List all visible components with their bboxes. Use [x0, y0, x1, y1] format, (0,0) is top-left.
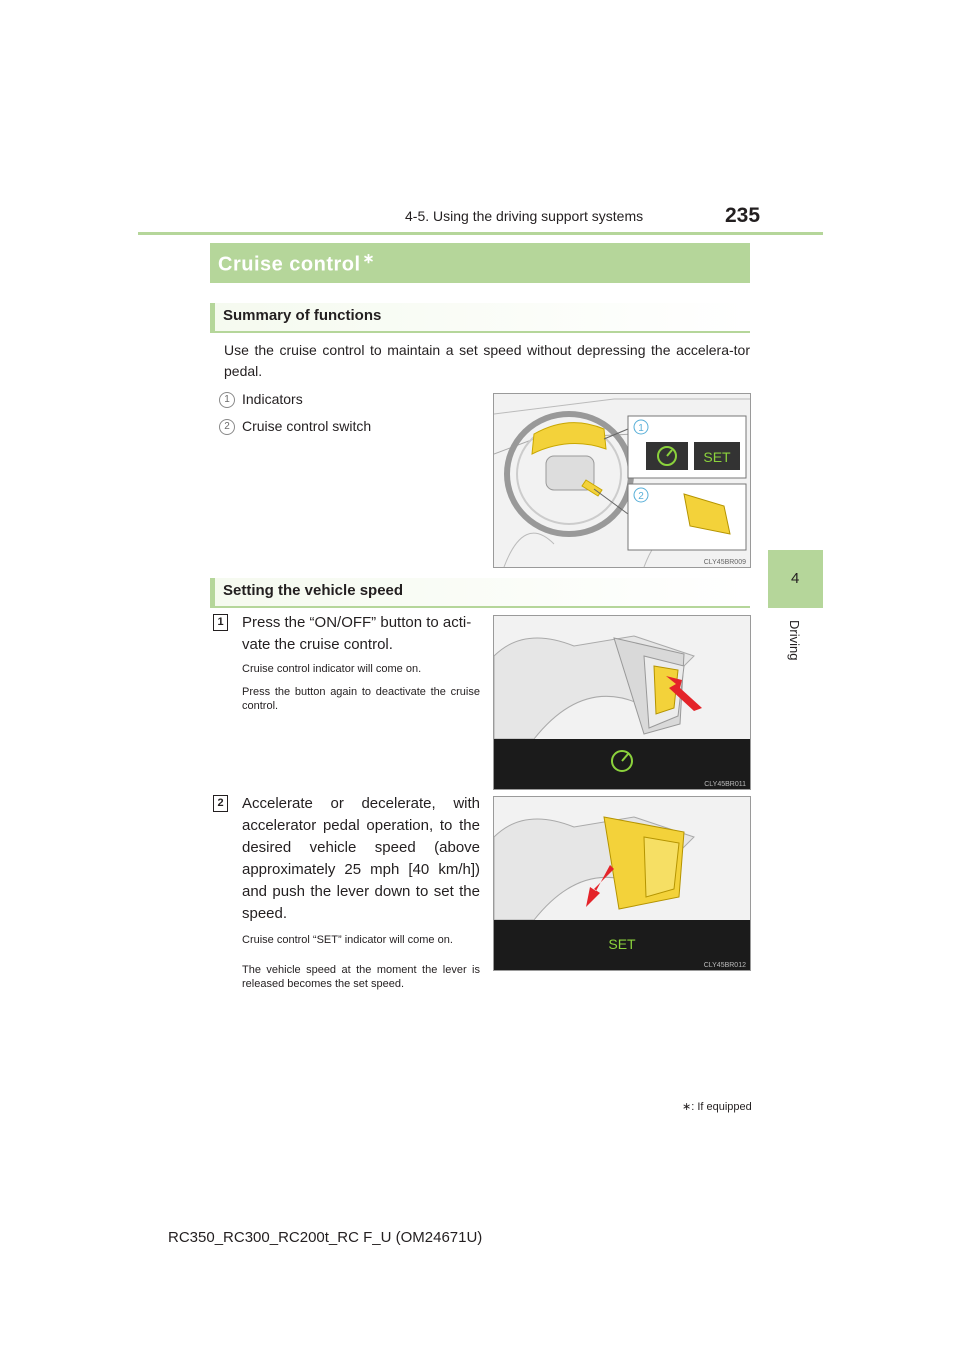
step-marker-2: 2 [213, 795, 228, 812]
footnote [682, 1100, 752, 1114]
summary-heading [210, 303, 750, 333]
item-marker-2: 2 [219, 419, 235, 435]
summary-heading-text: Summary of functions [223, 307, 382, 324]
callout-number-1: 1 [638, 423, 644, 434]
item-marker-1: 1 [219, 392, 235, 408]
lever-push-down-illustration [494, 797, 750, 970]
step-1-figure [493, 615, 751, 790]
chapter-label: Driving [787, 620, 802, 661]
step-2-figure [493, 796, 751, 971]
main-heading [210, 243, 750, 283]
chapter-number: 4 [791, 570, 800, 587]
dashboard-illustration [494, 394, 750, 567]
page-number: 235 [725, 204, 761, 227]
callout-number-2: 2 [638, 491, 644, 502]
footnote-mark: ∗ [682, 1101, 692, 1113]
step-1-note-1: Cruise control indicator will come on. [242, 663, 422, 675]
figure-code-3: CLY45BR012 [703, 962, 746, 969]
main-heading-text: Cruise control [218, 253, 361, 276]
figure-code-1: CLY45BR009 [703, 559, 746, 566]
section-title: 4-5. Using the driving support systems [405, 208, 644, 224]
summary-intro: Use the cruise control to maintain a set speed without depressing the accelera-tor pedal. [224, 342, 750, 379]
lever-on-off-illustration [494, 616, 750, 789]
figure-code-2: CLY45BR011 [704, 781, 746, 788]
set-indicator-text: SET [703, 449, 731, 465]
setting-heading-text: Setting the vehicle speed [223, 582, 404, 599]
step-1-note-2: Press the button again to deactivate the cruise control. [242, 686, 480, 712]
step-2-note-2: The vehicle speed at the moment the lever is released becomes the set speed. [242, 964, 480, 990]
if-equipped-mark: ∗ [362, 250, 375, 266]
step-1-text: Press the “ON/OFF” button to acti-vate the cruise control. [242, 614, 472, 653]
step-2-text: Accelerate or decelerate, with accelerator pedal operation, to the desired vehicle speed (above approximately 25 mph [40 km/h]) and push the lever down to set the speed. [242, 795, 480, 922]
footnote-text: : If equipped [691, 1101, 752, 1113]
model-footer: RC350_RC300_RC200t_RC F_U (OM24671U) [168, 1229, 483, 1246]
step-marker-1: 1 [213, 614, 228, 631]
item-label-indicators: Indicators [242, 391, 303, 407]
header-divider [138, 232, 823, 235]
item-label-switch: Cruise control switch [242, 418, 372, 434]
dashboard-figure [493, 393, 751, 568]
set-indicator-text: SET [608, 936, 636, 952]
step-2-note-1: Cruise control “SET” indicator will come on. [242, 934, 453, 946]
setting-heading [210, 578, 750, 608]
